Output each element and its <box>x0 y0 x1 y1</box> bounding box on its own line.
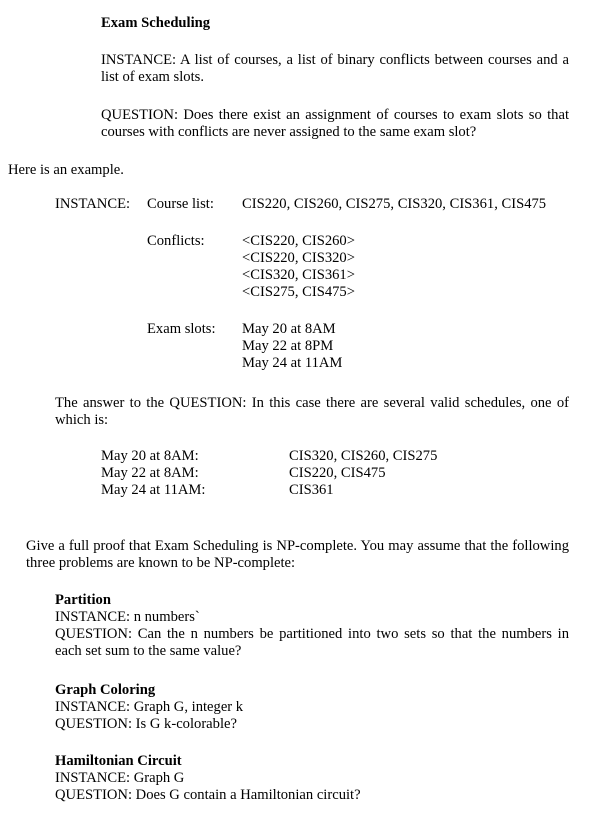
conflict-item: <CIS320, CIS361> <box>242 267 355 283</box>
known-problem-partition <box>55 592 569 660</box>
exam-slot-item: May 22 at 8PM <box>242 338 334 354</box>
conflict-item: <CIS220, CIS320> <box>242 250 355 266</box>
schedule-courses <box>289 448 437 499</box>
conflict-item: <CIS275, CIS475> <box>242 284 355 300</box>
exam-slot-item: May 24 at 11AM <box>242 355 343 371</box>
exam-slots-list <box>242 321 342 372</box>
known-problem-question: QUESTION: Does G contain a Hamiltonian circuit? <box>55 787 361 803</box>
example-instance-label: INSTANCE: <box>55 196 131 212</box>
conflicts-label: Conflicts: <box>147 233 205 249</box>
schedule-slot: May 20 at 8AM: <box>101 448 199 464</box>
known-problem-name: Hamiltonian Circuit <box>55 753 182 769</box>
known-problem-name: Graph Coloring <box>55 682 156 698</box>
known-problem-instance: INSTANCE: Graph G <box>55 770 185 786</box>
schedule-course-list: CIS320, CIS260, CIS275 <box>289 448 438 464</box>
known-problem-name: Partition <box>55 592 111 608</box>
schedule-course-list: CIS220, CIS475 <box>289 465 386 481</box>
conflicts-list <box>242 233 355 301</box>
schedule-slots <box>101 448 205 499</box>
exam-slots-label: Exam slots: <box>147 321 216 337</box>
course-list-label: Course list: <box>147 196 214 212</box>
conflict-item: <CIS220, CIS260> <box>242 233 355 249</box>
task-statement: Give a full proof that Exam Scheduling is NP-complete. You may assume that the following three problems are known to be NP-complete: <box>26 538 569 571</box>
known-problem-hamiltonian-circuit <box>55 753 569 804</box>
known-problem-instance: INSTANCE: n numbers` <box>55 609 200 625</box>
problem-instance: INSTANCE: A list of courses, a list of binary conflicts between courses and a list of exam slots. <box>101 52 569 85</box>
known-problem-question: QUESTION: Can the n numbers be partitioned into two sets so that the numbers in each set sum to the same value? <box>55 626 569 659</box>
known-problem-question: QUESTION: Is G k-colorable? <box>55 716 237 732</box>
schedule-slot: May 24 at 11AM: <box>101 482 206 498</box>
problem-question: QUESTION: Does there exist an assignment of courses to exam slots so that courses with conflicts are never assigned to the same exam slot? <box>101 107 569 140</box>
example-intro: Here is an example. <box>8 162 124 178</box>
known-problem-graph-coloring <box>55 682 569 733</box>
answer-intro: The answer to the QUESTION: In this case there are several valid schedules, one of which is: <box>55 395 569 428</box>
known-problem-instance: INSTANCE: Graph G, integer k <box>55 699 244 715</box>
schedule-course-list: CIS361 <box>289 482 334 498</box>
course-list: CIS220, CIS260, CIS275, CIS320, CIS361, CIS475 <box>242 196 547 212</box>
schedule-slot: May 22 at 8AM: <box>101 465 199 481</box>
problem-title: Exam Scheduling <box>101 15 211 31</box>
exam-slot-item: May 20 at 8AM <box>242 321 336 337</box>
